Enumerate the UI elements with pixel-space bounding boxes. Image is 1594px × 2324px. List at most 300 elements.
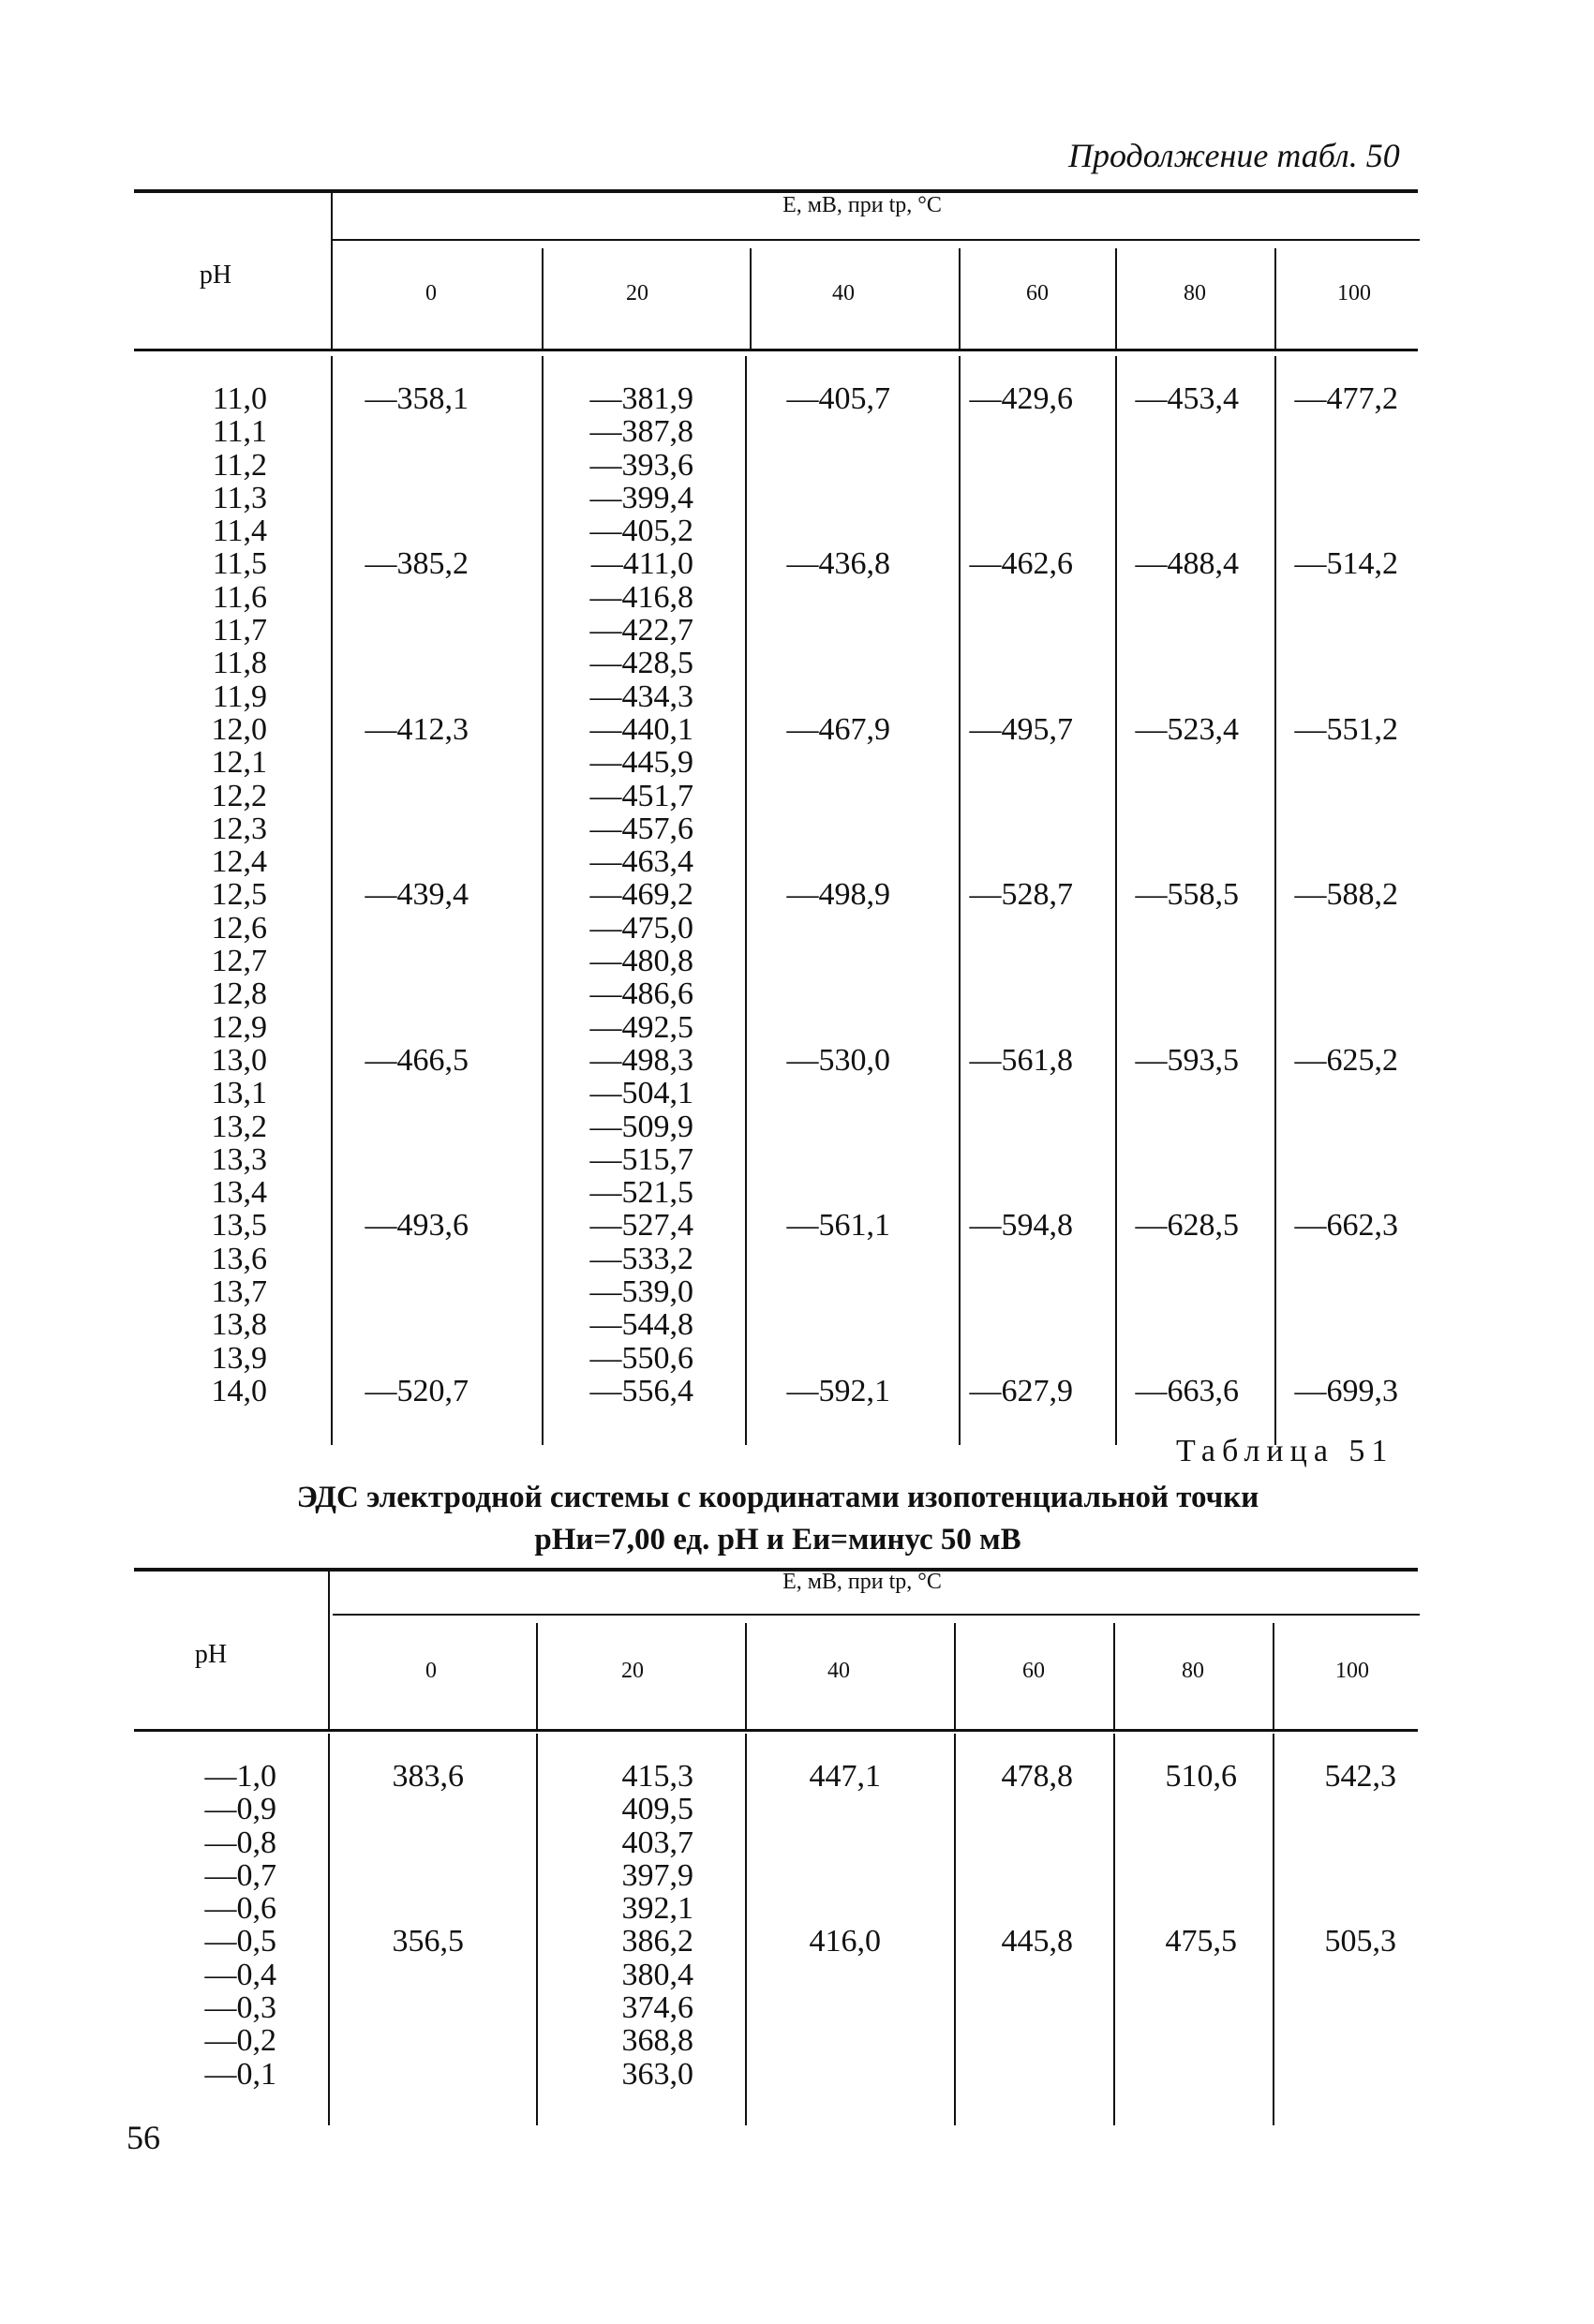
table-cell: —436,8 (786, 546, 890, 582)
table-cell (1117, 514, 1239, 547)
table-cell (1120, 1793, 1237, 1825)
table-cell (1276, 1011, 1398, 1044)
table2-vline-d (954, 1623, 956, 1729)
table-cell (1279, 2058, 1396, 2091)
table1-temp-100: 100 (1337, 281, 1371, 305)
table-cell (1279, 1959, 1396, 1991)
table-cell (961, 746, 1073, 779)
table-cell: —521,5 (589, 1175, 693, 1211)
table-cell: —463,4 (589, 844, 693, 880)
table-cell (337, 812, 469, 845)
table-cell (1279, 1892, 1396, 1925)
table-cell: —445,9 (589, 745, 693, 781)
table-cell: —385,2 (365, 546, 469, 582)
table-cell: —434,3 (589, 678, 693, 714)
table-cell: 12,5 (211, 877, 267, 913)
table-cell: —480,8 (589, 944, 693, 979)
table-cell (347, 2058, 464, 2091)
table-cell (961, 1959, 1073, 1991)
table1-vline-e (1115, 248, 1117, 349)
table2-body-vline-a (328, 1734, 330, 2125)
table-cell (750, 647, 890, 679)
table-cell (1279, 1991, 1396, 2024)
table-cell (1276, 1308, 1398, 1341)
table-cell: —387,8 (589, 414, 693, 450)
table-cell: 403,7 (621, 1825, 693, 1860)
table-cell: —399,4 (589, 480, 693, 515)
table-cell: 13,8 (211, 1307, 267, 1343)
table-cell: —498,9 (786, 877, 890, 913)
table-cell (750, 1011, 890, 1044)
table-cell (1276, 647, 1398, 679)
table2-vline-a (328, 1572, 330, 1729)
table-cell: —0,5 (204, 1924, 276, 1959)
table-cell: —405,7 (786, 381, 890, 416)
table-cell: —411,0 (590, 546, 693, 582)
table-cell (1117, 680, 1239, 713)
table2-temp-40: 40 (827, 1659, 850, 1683)
table-cell: 12,2 (211, 778, 267, 813)
table-cell (750, 746, 890, 779)
table-cell: —509,9 (589, 1109, 693, 1144)
table2-t20-column (553, 1760, 693, 2091)
table-cell: —0,2 (204, 2023, 276, 2059)
table-cell: 478,8 (1001, 1759, 1073, 1794)
table1-temp-0: 0 (425, 281, 437, 305)
table-cell: —495,7 (969, 711, 1073, 747)
table-cell (337, 680, 469, 713)
table-cell (1117, 912, 1239, 945)
table-cell: —453,4 (1135, 381, 1239, 416)
table1-temp-20: 20 (626, 281, 648, 305)
table-cell (337, 415, 469, 448)
table2-subheader-rule (333, 1614, 1420, 1616)
table-cell (1276, 1077, 1398, 1110)
table1-t0-column (337, 382, 469, 1408)
table1-subheader-rule (333, 239, 1420, 241)
table-cell (337, 581, 469, 614)
table-cell (961, 1859, 1073, 1892)
table-cell: 11,1 (212, 414, 267, 450)
table-cell: 13,7 (211, 1274, 267, 1310)
table-cell (1120, 1892, 1237, 1925)
table-cell (1276, 977, 1398, 1010)
table-cell: —515,7 (589, 1141, 693, 1177)
table1-body-vline-b (542, 356, 544, 1445)
table-cell: —498,3 (589, 1042, 693, 1078)
table-cell: —527,4 (589, 1208, 693, 1244)
table-cell: 12,0 (211, 711, 267, 747)
table-cell (1117, 415, 1239, 448)
table1-vline-a (331, 193, 333, 349)
table-cell (1120, 1991, 1237, 2024)
table-cell (337, 482, 469, 514)
table-cell (750, 415, 890, 448)
table2-vline-b (536, 1623, 538, 1729)
table-cell (750, 845, 890, 878)
table-cell (347, 1892, 464, 1925)
table-cell (961, 1991, 1073, 2024)
table2-body-vline-b (536, 1734, 538, 2125)
table-cell: —558,5 (1135, 877, 1239, 913)
table-cell: —533,2 (589, 1241, 693, 1276)
table-cell (337, 1275, 469, 1308)
table2-t40-column (750, 1760, 881, 2091)
table-cell (1117, 812, 1239, 845)
table-cell (750, 1892, 881, 1925)
table-cell: —588,2 (1294, 877, 1398, 913)
table-cell: 356,5 (392, 1924, 464, 1959)
table-cell (337, 977, 469, 1010)
table-cell (961, 581, 1073, 614)
table-cell (1120, 2058, 1237, 2091)
table-cell (750, 1826, 881, 1859)
table-cell (750, 977, 890, 1010)
table-cell (750, 581, 890, 614)
table-cell: 13,2 (211, 1109, 267, 1144)
table-cell (1276, 680, 1398, 713)
table-cell: —628,5 (1135, 1208, 1239, 1244)
table-cell (961, 1077, 1073, 1110)
table2-vline-c (745, 1623, 747, 1729)
table2-temp-0: 0 (425, 1659, 437, 1683)
table-label: Таблица 51 (1176, 1434, 1394, 1468)
table-cell (750, 1342, 890, 1375)
table-cell (1117, 581, 1239, 614)
table-cell: 13,0 (211, 1042, 267, 1078)
table-cell (750, 1991, 881, 2024)
table-cell (337, 1110, 469, 1143)
continuation-caption: Продолжение табл. 50 (1068, 137, 1400, 174)
table-cell: 415,3 (621, 1759, 693, 1794)
table-cell (337, 614, 469, 647)
table-cell (1117, 845, 1239, 878)
table-cell (750, 812, 890, 845)
table-cell (961, 1243, 1073, 1275)
table-cell (1276, 1243, 1398, 1275)
table-cell: —530,0 (786, 1042, 890, 1078)
table-cell (1276, 415, 1398, 448)
table1-temp-60: 60 (1026, 281, 1049, 305)
table-cell (1279, 2024, 1396, 2057)
table1-t60-column (961, 382, 1073, 1408)
table-cell (1117, 945, 1239, 977)
table-cell: —477,2 (1294, 381, 1398, 416)
table-cell: 13,1 (211, 1076, 267, 1111)
table-cell (961, 449, 1073, 482)
table-cell: 12,3 (211, 811, 267, 846)
table-cell (1117, 647, 1239, 679)
table-cell (1117, 780, 1239, 812)
table-cell (1276, 581, 1398, 614)
table-cell: 11,4 (212, 514, 267, 549)
table-cell (1117, 449, 1239, 482)
table-cell (750, 614, 890, 647)
table-cell (337, 647, 469, 679)
table2-temp-60: 60 (1022, 1659, 1045, 1683)
table-cell: —556,4 (589, 1373, 693, 1408)
table1-vline-f (1274, 248, 1276, 349)
table-cell (347, 1793, 464, 1825)
table2-t100-column (1279, 1760, 1396, 2091)
table-cell: —488,4 (1135, 546, 1239, 582)
table-cell: 363,0 (621, 2056, 693, 2092)
table-cell (1117, 1308, 1239, 1341)
table-cell (1276, 1143, 1398, 1176)
table-cell: —504,1 (589, 1076, 693, 1111)
table-cell (961, 1342, 1073, 1375)
table-cell: 12,1 (211, 745, 267, 781)
table-cell (961, 647, 1073, 679)
table1-vline-b (542, 248, 544, 349)
table-cell (961, 1793, 1073, 1825)
table-cell: —469,2 (589, 877, 693, 913)
table-cell: —466,5 (365, 1042, 469, 1078)
table-cell: —451,7 (589, 778, 693, 813)
table2-t80-column (1120, 1760, 1237, 2091)
table2-body-vline-f (1273, 1734, 1274, 2125)
table-cell: —514,2 (1294, 546, 1398, 582)
table-cell (750, 514, 890, 547)
table-cell: 383,6 (392, 1759, 464, 1794)
table1-t100-column (1276, 382, 1398, 1408)
table2-title-line2: pHи=7,00 ед. pH и Eи=минус 50 мВ (534, 1523, 1021, 1557)
table2-t60-column (961, 1760, 1073, 2091)
table2-temp-80: 80 (1182, 1659, 1204, 1683)
table-cell: —381,9 (589, 381, 693, 416)
table-cell (337, 514, 469, 547)
table2-vline-f (1273, 1623, 1274, 1729)
table-cell (750, 945, 890, 977)
table-cell: 368,8 (621, 2023, 693, 2059)
table-cell (1117, 977, 1239, 1010)
table-cell: 505,3 (1324, 1924, 1396, 1959)
table-cell: 374,6 (621, 1990, 693, 2026)
page-number: 56 (127, 2119, 160, 2156)
table1-body-vline-a (331, 356, 333, 1445)
table-cell (1279, 1826, 1396, 1859)
table-cell (961, 912, 1073, 945)
table-cell: 11,9 (212, 678, 267, 714)
table-cell: 386,2 (621, 1924, 693, 1959)
table-cell: 12,8 (211, 976, 267, 1012)
table-cell: 13,4 (211, 1175, 267, 1211)
table-cell (961, 1308, 1073, 1341)
table-cell: —625,2 (1294, 1042, 1398, 1078)
table-cell: —475,0 (589, 910, 693, 946)
table-cell: —528,7 (969, 877, 1073, 913)
table-cell (961, 780, 1073, 812)
table-cell (1117, 1110, 1239, 1143)
table-cell: 13,9 (211, 1340, 267, 1376)
table-cell (337, 1077, 469, 1110)
table-cell (1117, 1077, 1239, 1110)
table-cell: —0,3 (204, 1990, 276, 2026)
table-cell (1276, 845, 1398, 878)
table-cell (1120, 2024, 1237, 2057)
table-cell: —592,1 (786, 1373, 890, 1408)
table-cell: —467,9 (786, 711, 890, 747)
table-cell (750, 1275, 890, 1308)
table-cell: —429,6 (969, 381, 1073, 416)
table-cell: 397,9 (621, 1857, 693, 1893)
table-cell: —457,6 (589, 811, 693, 846)
table-cell (1117, 482, 1239, 514)
table-cell: —539,0 (589, 1274, 693, 1310)
table-cell (1120, 1859, 1237, 1892)
table2-title-line1: ЭДС электродной системы с координатами изопотенциальной точки (296, 1481, 1259, 1514)
table-cell (1276, 912, 1398, 945)
table-cell: 12,4 (211, 844, 267, 880)
table-cell (1117, 1275, 1239, 1308)
table-cell: 445,8 (1001, 1924, 1073, 1959)
table2-body-vline-e (1113, 1734, 1115, 2125)
table-cell: —486,6 (589, 976, 693, 1012)
table1-ph-header: pH (199, 261, 232, 290)
table-cell: —462,6 (969, 546, 1073, 582)
table2-vline-e (1113, 1623, 1115, 1729)
table-cell (1279, 1859, 1396, 1892)
table-cell (961, 2058, 1073, 2091)
table-cell: —492,5 (589, 1009, 693, 1045)
table-cell (961, 1275, 1073, 1308)
table-cell: —428,5 (589, 646, 693, 681)
table-cell (750, 1243, 890, 1275)
table-cell (337, 1011, 469, 1044)
table-cell (750, 449, 890, 482)
table-cell (1276, 1110, 1398, 1143)
table-cell: —544,8 (589, 1307, 693, 1343)
table-cell (750, 2024, 881, 2057)
table1-temp-40: 40 (832, 281, 855, 305)
table-cell (961, 482, 1073, 514)
table-cell (961, 1011, 1073, 1044)
table-cell: —594,8 (969, 1208, 1073, 1244)
table-cell (961, 812, 1073, 845)
table-cell: —0,1 (204, 2056, 276, 2092)
table2-e-header: E, мВ, при tр, °С (782, 1570, 942, 1594)
table-cell: 510,6 (1165, 1759, 1237, 1794)
table-cell (750, 2058, 881, 2091)
table-cell: 13,6 (211, 1241, 267, 1276)
table-cell: —416,8 (589, 579, 693, 615)
table-cell (961, 415, 1073, 448)
table-cell: 409,5 (621, 1792, 693, 1827)
table1-temp-80: 80 (1184, 281, 1206, 305)
table-cell (1120, 1959, 1237, 1991)
table-cell: 12,9 (211, 1009, 267, 1045)
table-cell: —593,5 (1135, 1042, 1239, 1078)
table-cell: 13,5 (211, 1208, 267, 1244)
table-cell (337, 1342, 469, 1375)
table-cell (961, 1826, 1073, 1859)
table2-temp-100: 100 (1335, 1659, 1369, 1683)
table-cell (750, 912, 890, 945)
table-cell (1117, 746, 1239, 779)
table-cell (347, 1991, 464, 2024)
table-cell: —561,1 (786, 1208, 890, 1244)
table-cell (1276, 1342, 1398, 1375)
table-cell (1117, 1176, 1239, 1209)
table-cell (961, 614, 1073, 647)
table-cell (337, 845, 469, 878)
table2-temp-20: 20 (621, 1659, 644, 1683)
table-cell: —520,7 (365, 1373, 469, 1408)
table2-t0-column (347, 1760, 464, 2091)
table-cell: —551,2 (1294, 711, 1398, 747)
table-cell: —0,6 (204, 1891, 276, 1927)
table-cell: —439,4 (365, 877, 469, 913)
table-cell (337, 1176, 469, 1209)
table-cell (961, 945, 1073, 977)
table-cell: 380,4 (621, 1957, 693, 1992)
table-cell (1276, 945, 1398, 977)
table-cell: 475,5 (1165, 1924, 1237, 1959)
table-cell: —0,8 (204, 1825, 276, 1860)
table-cell (1276, 514, 1398, 547)
table2-ph-column (169, 1760, 276, 2091)
table1-t80-column (1117, 382, 1239, 1408)
table-cell (750, 1859, 881, 1892)
table1-t20-column (548, 382, 693, 1408)
table-cell: 11,8 (212, 646, 267, 681)
table-cell: —358,1 (365, 381, 469, 416)
table-cell (961, 1892, 1073, 1925)
table-cell (1276, 614, 1398, 647)
table1-vline-c (750, 248, 752, 349)
table-cell: —1,0 (204, 1759, 276, 1794)
table-cell: 13,3 (211, 1141, 267, 1177)
table-cell (1117, 1143, 1239, 1176)
table-cell (961, 680, 1073, 713)
table-cell (961, 1143, 1073, 1176)
table-cell (337, 780, 469, 812)
table-cell (961, 845, 1073, 878)
table-cell (1117, 1342, 1239, 1375)
table-cell (347, 1859, 464, 1892)
table-cell (337, 1308, 469, 1341)
table-cell (337, 1143, 469, 1176)
table-cell: —393,6 (589, 447, 693, 483)
table-cell: 12,7 (211, 944, 267, 979)
table-cell (750, 1793, 881, 1825)
table1-e-header: E, мВ, при tр, °С (782, 193, 942, 217)
table-cell (961, 977, 1073, 1010)
table-cell (337, 1243, 469, 1275)
table-cell: 11,3 (212, 480, 267, 515)
table-cell (1117, 1011, 1239, 1044)
table-cell (347, 2024, 464, 2057)
table-cell (750, 1077, 890, 1110)
table-cell (961, 1110, 1073, 1143)
table-cell: —0,9 (204, 1792, 276, 1827)
table-cell: —662,3 (1294, 1208, 1398, 1244)
table-cell (1276, 746, 1398, 779)
table-cell: —663,6 (1135, 1373, 1239, 1408)
table-cell: —412,3 (365, 711, 469, 747)
table-cell: 11,2 (212, 447, 267, 483)
table-cell (1276, 1275, 1398, 1308)
table1-t40-column (750, 382, 890, 1408)
table-cell: —422,7 (589, 613, 693, 648)
table-cell (1276, 780, 1398, 812)
table-cell (337, 746, 469, 779)
table-cell: 542,3 (1324, 1759, 1396, 1794)
table-cell: 447,1 (809, 1759, 881, 1794)
table-cell: —561,8 (969, 1042, 1073, 1078)
table-cell (750, 680, 890, 713)
table-cell: 11,7 (212, 613, 267, 648)
